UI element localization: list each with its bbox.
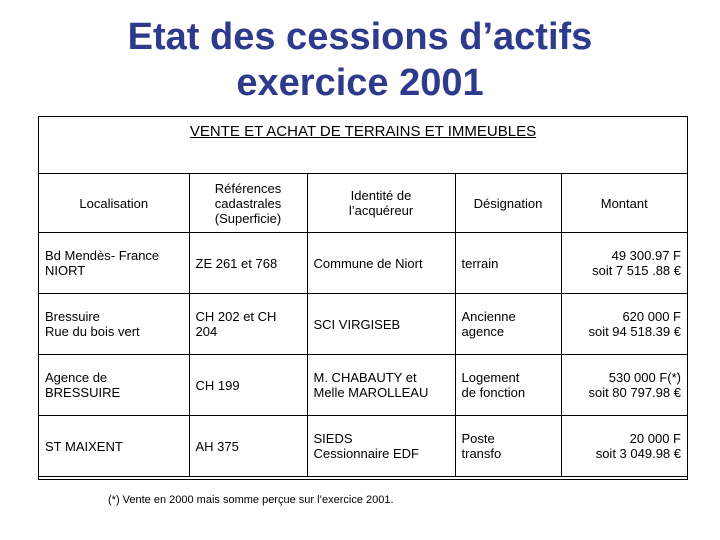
cell-montant-line: soit 80 797.98 € <box>588 385 681 400</box>
header-references-line: cadastrales <box>214 195 282 211</box>
cell-designation <box>455 294 561 355</box>
cell-identite <box>307 416 455 477</box>
cell-localisation <box>39 294 189 355</box>
table-row <box>39 416 687 477</box>
table-container <box>38 174 688 480</box>
cell-identite-line: Commune de Niort <box>313 255 423 271</box>
cell-localisation-line: Rue du bois vert <box>45 324 140 339</box>
cell-identite-line: M. CHABAUTY et <box>313 370 417 385</box>
cell-references <box>189 355 307 416</box>
cell-identite-line: SIEDS <box>313 431 353 446</box>
cell-montant-line: soit 94 518.39 € <box>588 324 681 339</box>
cell-montant-line: soit 7 515 .88 € <box>592 263 681 278</box>
cell-references-line: 204 <box>195 324 218 339</box>
cell-identite-line: Melle MAROLLEAU <box>313 385 429 400</box>
table-header-row <box>39 174 687 233</box>
cell-designation-line: Logement <box>461 370 520 385</box>
footnote: (*) Vente en 2000 mais somme perçue sur l’exercice 2001. <box>108 494 394 506</box>
table-row <box>39 355 687 416</box>
cell-montant <box>561 416 687 477</box>
cell-designation <box>455 416 561 477</box>
cell-montant <box>561 233 687 294</box>
cell-designation-line: terrain <box>461 255 499 271</box>
table-row <box>39 294 687 355</box>
header-identite-line: Identité de <box>350 188 412 203</box>
cell-localisation-line: Agence de <box>45 370 108 385</box>
cell-designation-line: transfo <box>461 446 502 461</box>
cell-references <box>189 416 307 477</box>
cell-references-line: CH 202 et CH <box>195 309 277 324</box>
cell-identite-line: Cessionnaire EDF <box>313 446 419 461</box>
cell-references-line: AH 375 <box>195 438 239 454</box>
section-title: VENTE ET ACHAT DE TERRAINS ET IMMEUBLES <box>189 123 537 140</box>
table-row <box>39 233 687 294</box>
cell-designation-line: agence <box>461 324 505 339</box>
header-montant: Montant <box>561 174 687 233</box>
cell-designation <box>455 233 561 294</box>
cell-montant-line: 620 000 F <box>622 309 681 324</box>
cell-localisation <box>39 416 189 477</box>
cell-localisation-line: Bressuire <box>45 309 100 324</box>
cell-references <box>189 233 307 294</box>
cell-localisation-line: NIORT <box>45 263 86 278</box>
cell-designation-line: de fonction <box>461 385 526 400</box>
cell-localisation <box>39 233 189 294</box>
header-references-line: (Superficie) <box>214 210 282 226</box>
page-title <box>0 14 720 106</box>
section-header-box <box>38 116 688 174</box>
cell-identite <box>307 355 455 416</box>
cell-montant-line: 49 300.97 F <box>611 248 681 263</box>
cell-montant-line: 20 000 F <box>629 431 681 446</box>
title-line-2: exercice 2001 <box>236 62 484 104</box>
cell-localisation-line: BRESSUIRE <box>45 385 121 400</box>
header-designation: Désignation <box>455 174 561 233</box>
header-localisation: Localisation <box>39 174 189 233</box>
cell-localisation <box>39 355 189 416</box>
title-line-1: Etat des cessions d’actifs <box>127 16 593 58</box>
header-identite <box>307 174 455 233</box>
cell-montant <box>561 294 687 355</box>
cell-montant <box>561 355 687 416</box>
cell-identite-line: SCI VIRGISEB <box>313 316 401 332</box>
cell-montant-line: 530 000 F(*) <box>608 370 681 385</box>
header-identite-line: l’acquéreur <box>348 203 414 218</box>
cell-references <box>189 294 307 355</box>
assets-table <box>39 174 687 477</box>
cell-references-line: CH 199 <box>195 377 240 393</box>
cell-designation-line: Ancienne <box>461 309 516 324</box>
cell-montant-line: soit 3 049.98 € <box>595 446 681 461</box>
cell-references-line: ZE 261 et 768 <box>195 255 278 271</box>
cell-designation-line: Poste <box>461 431 495 446</box>
header-references <box>189 174 307 233</box>
cell-identite <box>307 233 455 294</box>
cell-designation <box>455 355 561 416</box>
cell-localisation-line: ST MAIXENT <box>45 438 123 454</box>
header-references-line: Références <box>214 180 282 196</box>
cell-identite <box>307 294 455 355</box>
cell-localisation-line: Bd Mendès- France <box>45 248 160 263</box>
